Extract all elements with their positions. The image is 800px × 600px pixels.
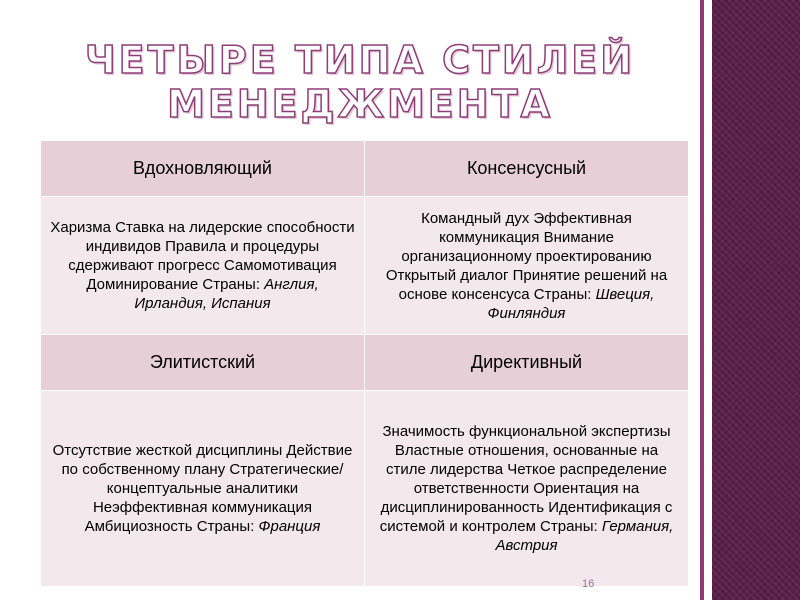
cell-countries: Франция — [258, 518, 321, 535]
header-inspiring: Вдохновляющий — [41, 141, 365, 197]
side-accent-line — [700, 0, 704, 600]
table-row — [41, 197, 689, 335]
header-elitist: Элитистский — [41, 335, 365, 391]
cell-countries: Швеция, Финляндия — [487, 285, 655, 322]
header-directive: Директивный — [365, 335, 689, 391]
cell-text: Харизма Ставка на лидерские способности индивидов Правила и процедуры сдерживают прогресс Самомотивация Доминирование Страны: — [50, 219, 355, 293]
table-row — [41, 141, 689, 197]
cell-text: Командный дух Эффективная коммуникация Внимание организационному проектированию Открытый диалог Принятие решений на основе консенсуса Страны: — [385, 209, 668, 303]
cell-inspiring — [41, 197, 365, 335]
table-row — [41, 391, 689, 587]
cell-text: Значимость функциональной экспертизы Властные отношения, основанные на стиле лидерства Четкое распределение ответственности Ориентация на дисциплинированность Идентификация с системой и контролем Страны: — [379, 423, 673, 535]
slide-number: 16 — [582, 578, 595, 590]
cell-directive — [365, 391, 689, 587]
side-decor-band — [712, 0, 800, 600]
table-row — [41, 335, 689, 391]
cell-text: Отсутствие жесткой дисциплины Действие по собственному плану Стратегические/концептуальные аналитики Неэффективная коммуникация Амбициозность Страны: — [52, 442, 353, 535]
cell-elitist — [41, 391, 365, 587]
header-consensus: Консенсусный — [365, 141, 689, 197]
cell-consensus — [365, 197, 689, 335]
management-styles-table — [40, 140, 689, 587]
slide-title: ЧЕТЫРЕ ТИПА СТИЛЕЙ МЕНЕДЖМЕНТА — [84, 38, 636, 126]
cell-countries: Германия, Австрия — [495, 518, 674, 554]
cell-countries: Англия, Ирландия, Испания — [134, 276, 319, 312]
